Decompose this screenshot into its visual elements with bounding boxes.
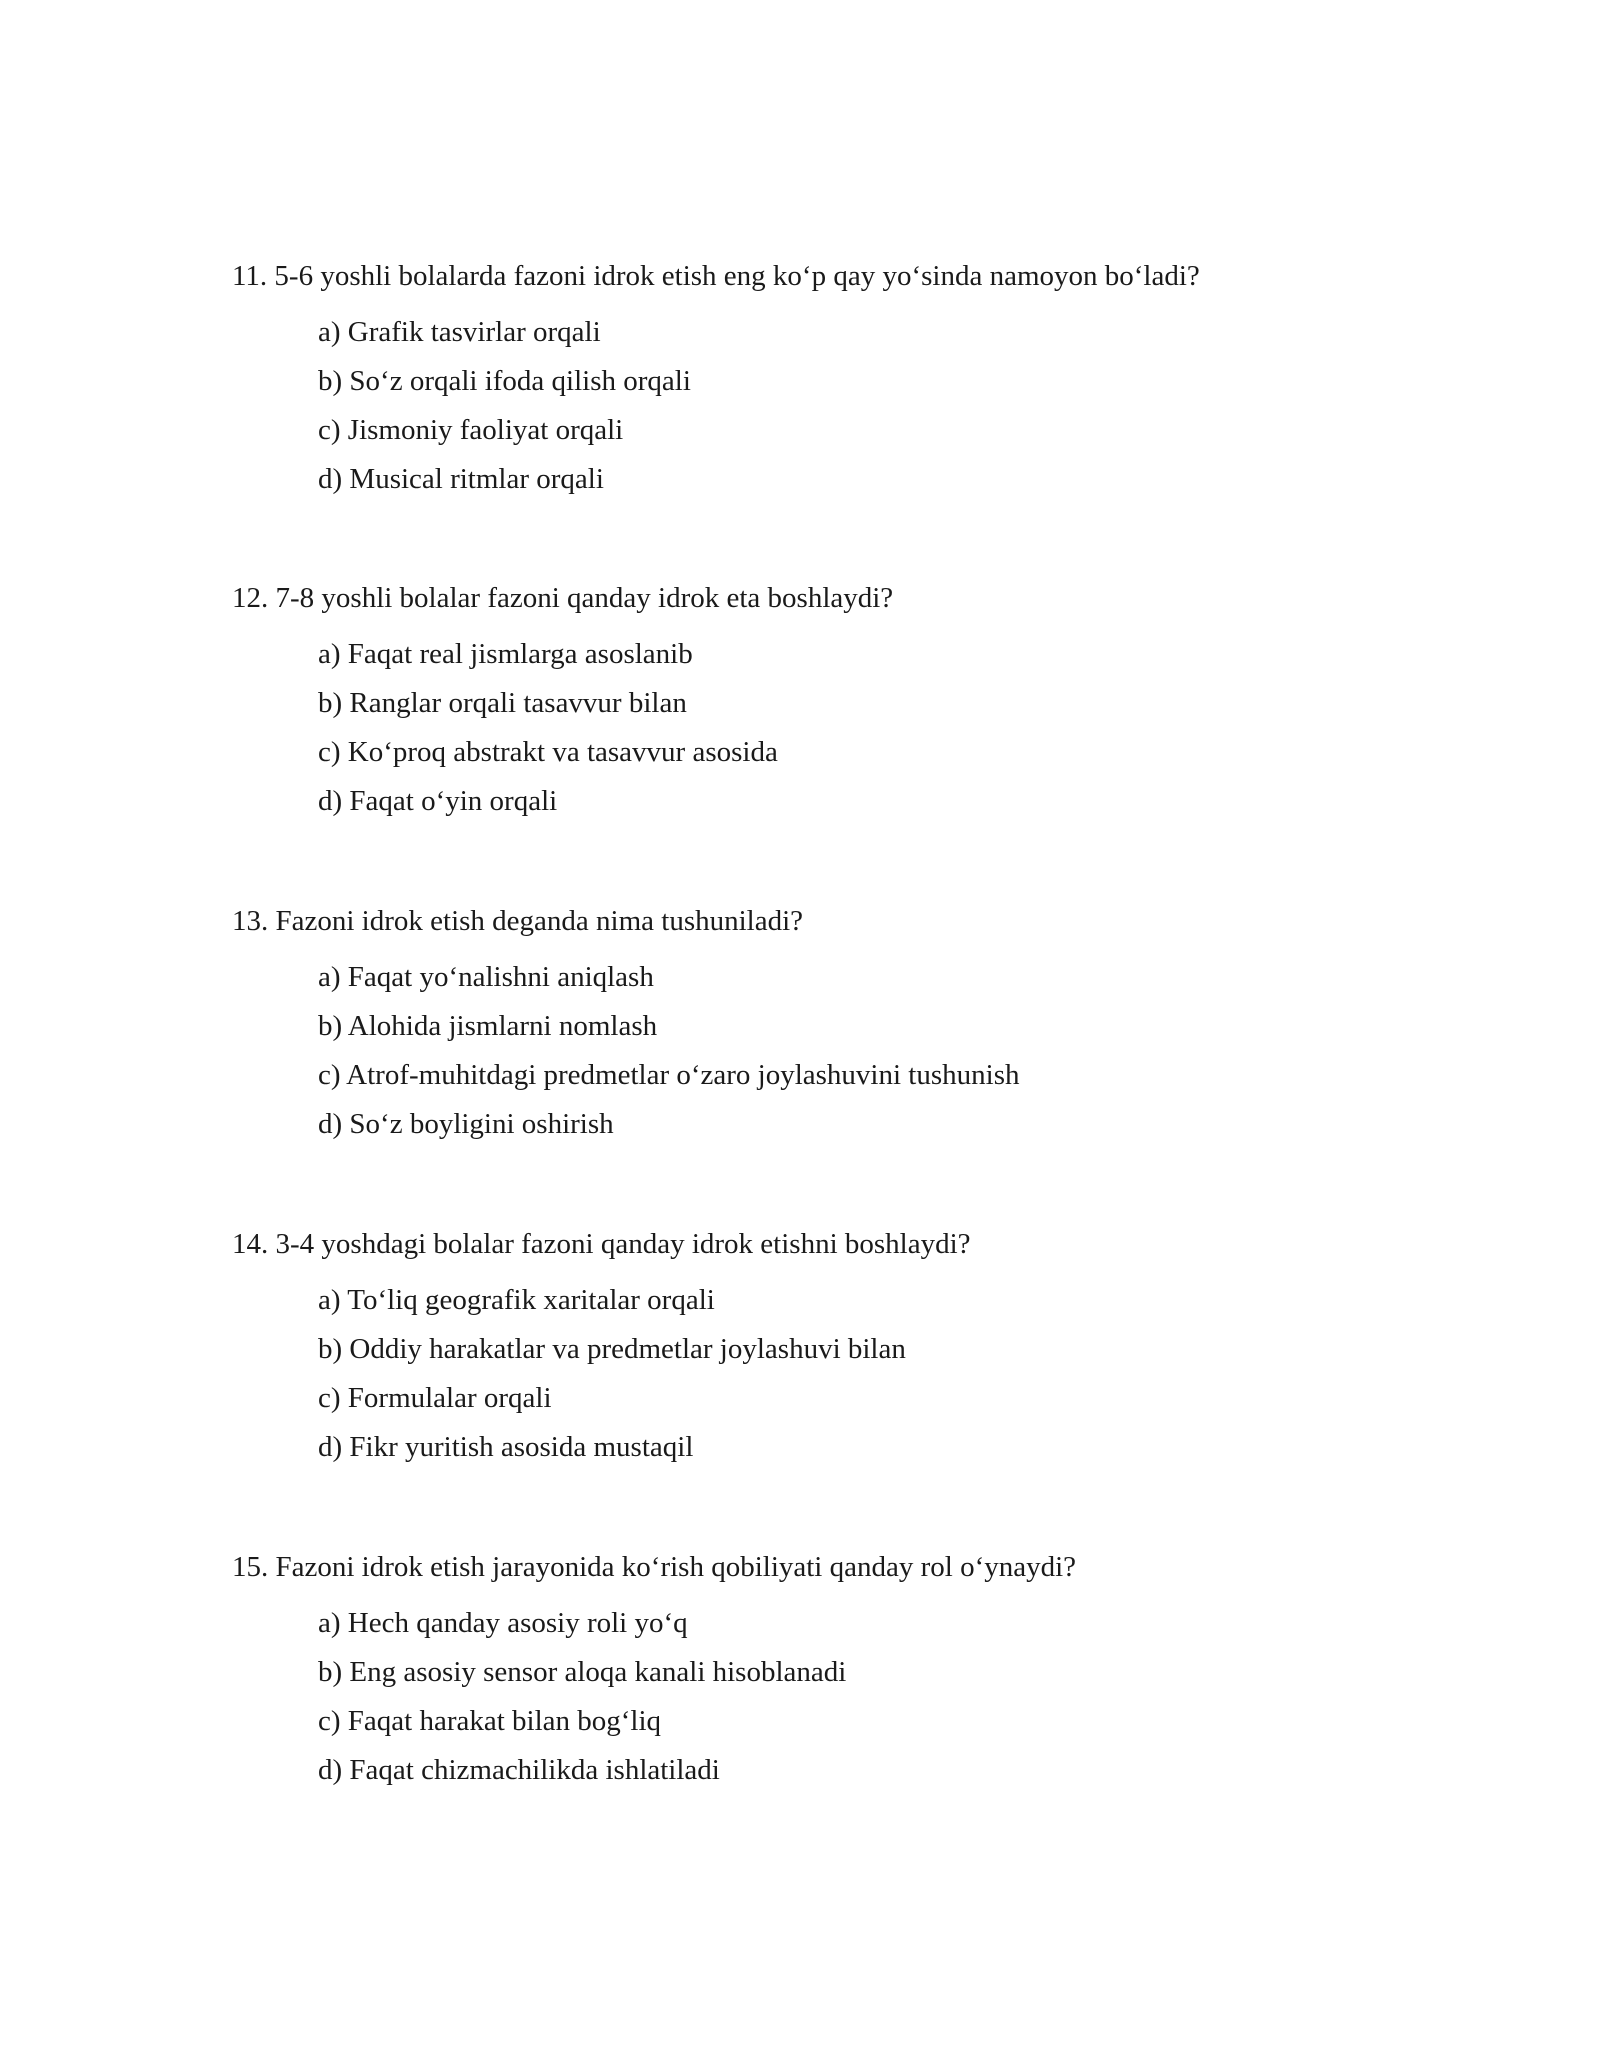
option-a: a) Grafik tasvirlar orqali <box>318 316 601 348</box>
answer-options <box>318 1283 1432 1479</box>
option-d: d) Faqat chizmachilikda ishlatiladi <box>318 1754 720 1786</box>
option-b: b) Ranglar orqali tasavvur bilan <box>318 687 687 719</box>
option-a: a) Faqat real jismlarga asoslanib <box>318 638 693 670</box>
option-c: c) Jismoniy faoliyat orqali <box>318 414 624 446</box>
question-text: 14. 3-4 yoshdagi bolalar fazoni qanday idrok etishni boshlaydi? <box>232 1228 971 1260</box>
question-text: 15. Fazoni idrok etish jarayonida ko‘rish qobiliyati qanday rol o‘ynaydi? <box>232 1551 1077 1583</box>
option-b: b) So‘z orqali ifoda qilish orqali <box>318 365 691 397</box>
question-12 <box>232 581 1432 833</box>
answer-options <box>318 637 1432 833</box>
option-c: c) Atrof-muhitdagi predmetlar o‘zaro joylashuvini tushunish <box>318 1059 1020 1091</box>
option-d: d) Fikr yuritish asosida mustaqil <box>318 1431 694 1463</box>
option-d: d) Musical ritmlar orqali <box>318 463 604 495</box>
option-b: b) Eng asosiy sensor aloqa kanali hisoblanadi <box>318 1656 847 1688</box>
question-14 <box>232 1227 1432 1479</box>
option-d: d) So‘z boyligini oshirish <box>318 1108 614 1140</box>
question-11 <box>232 259 1432 511</box>
option-c: c) Formulalar orqali <box>318 1382 552 1414</box>
option-b: b) Oddiy harakatlar va predmetlar joylashuvi bilan <box>318 1333 906 1365</box>
option-a: a) To‘liq geografik xaritalar orqali <box>318 1284 715 1316</box>
option-c: c) Faqat harakat bilan bog‘liq <box>318 1705 662 1737</box>
option-a: a) Faqat yo‘nalishni aniqlash <box>318 961 654 993</box>
answer-options <box>318 960 1432 1156</box>
answer-options <box>318 1606 1432 1802</box>
question-text: 12. 7-8 yoshli bolalar fazoni qanday idrok eta boshlaydi? <box>232 582 894 614</box>
option-c: c) Ko‘proq abstrakt va tasavvur asosida <box>318 736 778 768</box>
answer-options <box>318 315 1432 511</box>
option-b: b) Alohida jismlarni nomlash <box>318 1010 658 1042</box>
question-text: 11. 5-6 yoshli bolalarda fazoni idrok etish eng ko‘p qay yo‘sinda namoyon bo‘ladi? <box>232 260 1200 292</box>
question-15 <box>232 1550 1432 1802</box>
option-d: d) Faqat o‘yin orqali <box>318 785 558 817</box>
question-text: 13. Fazoni idrok etish deganda nima tushuniladi? <box>232 905 804 937</box>
option-a: a) Hech qanday asosiy roli yo‘q <box>318 1607 688 1639</box>
question-13 <box>232 904 1432 1156</box>
